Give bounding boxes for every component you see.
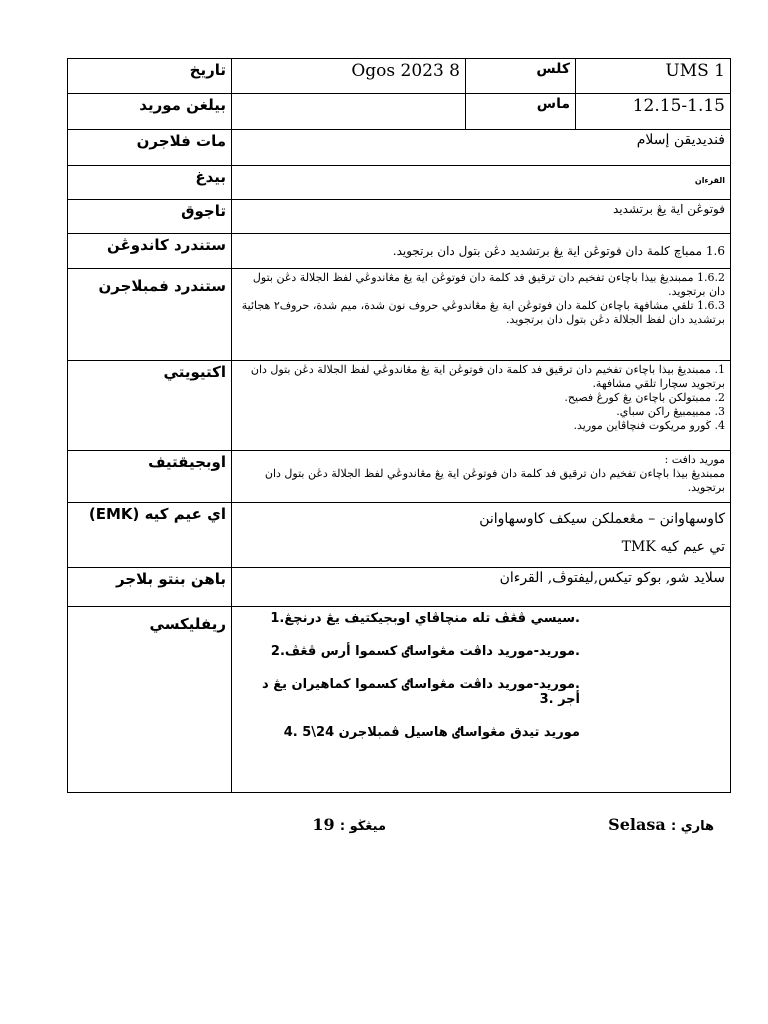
refleksi-item-4: موريد تيدق مڠواساٸ هاسيل ڤمبلاجرن 24\5 .4	[283, 725, 580, 740]
row-tajuk	[68, 200, 731, 234]
masa-value: 12.15-1.15	[576, 94, 731, 130]
standard-kandungan-label: ستندرد كاندوڠن	[68, 234, 232, 269]
refleksi-value	[232, 607, 731, 793]
footer-minggu	[312, 815, 386, 834]
row-emk	[68, 503, 731, 568]
bahan-value: سلايد شو, بوكو تيكس,ليفتوڤ, القرءان	[232, 568, 731, 607]
row-aktiviti	[68, 361, 731, 451]
sp-item-2: 1.6.3 تلقي مشافهة باچاءن كلمة دان فوتوڠن اية يڠ مڠاندوڠي حروف نون شدة، ميم شدة، حروف٢ هجائية برتشديد دان لفظ الجلالة دڠن بتول دان برتجويد.	[241, 299, 725, 326]
aktiviti-item-3: 3. ممبيمبيڠ راكن سباي.	[616, 405, 725, 418]
minggu-value: 19	[312, 815, 335, 834]
bilangan-murid-label: بيلغن موريد	[68, 94, 232, 130]
lesson-plan-table	[67, 58, 731, 793]
row-objektif	[68, 451, 731, 503]
bilangan-murid-value	[232, 94, 466, 130]
row-bahan	[68, 568, 731, 607]
refleksi-label: ريفليكسي	[68, 607, 232, 793]
mata-pelajaran-label: مات فلاجرن	[68, 130, 232, 166]
emk-text: كاوسهاوانن – مڠعملكن سيكف كاوسهاوانن	[479, 511, 725, 527]
minggu-label: ميڠڬو :	[339, 819, 386, 834]
aktiviti-item-2: 2. ممبتولكن باچاءن يڠ كورڠ فصيح.	[564, 391, 725, 404]
refleksi-item-2: .موريد-موريد داڤت مڠواساٸ كسموا أرس ڤڠڤ.2	[270, 644, 580, 659]
objektif-text: ممبندیڠ بيذا باچاءن تفخيم دان ترقيق فد كلمة دان فوتوڠن اية يڠ مڠاندوڠي لفظ الجلالة دڠن بتول دان برتجويد.	[264, 467, 725, 494]
refleksi-item-3: .موريد-موريد داڤت مڠواساٸ كسموا كماهيران يڠ د أجر .3	[262, 677, 580, 707]
standard-pembelajaran-label: ستندرد فمبلاجرن	[68, 269, 232, 361]
kelas-value: UMS 1	[576, 59, 731, 94]
row-standard-pembelajaran	[68, 269, 731, 361]
refleksi-item-1: .سيسي ڤڠڤ تله منچاڤاي اوبجيكتيف يڠ درنچڠ.1	[270, 611, 580, 626]
row-standard-kandungan	[68, 234, 731, 269]
row-bilangan-masa	[68, 94, 731, 130]
aktiviti-item-4: 4. ڬورو مريكوت فنچاڤاين موريد.	[573, 419, 725, 432]
emk-label: اي عيم كيه (EMK)	[68, 503, 232, 568]
tmk-text: تي عيم كيه TMK	[621, 539, 725, 555]
tajuk-value: فوتوڠن اية يڠ برتشديد	[232, 200, 731, 234]
emk-value	[232, 503, 731, 568]
footer-hari	[608, 815, 714, 834]
hari-value: Selasa	[608, 815, 666, 834]
row-tarikh-kelas	[68, 59, 731, 94]
bidang-value: القرءان	[694, 176, 725, 185]
standard-kandungan-value: 1.6 ممباچ كلمة دان فوتوڠن اية يڠ برتشديد دڠن بتول دان برتجويد.	[232, 234, 731, 269]
standard-pembelajaran-value	[232, 269, 731, 361]
sp-item-1: 1.6.2 ممبندیڠ بيذا باچاءن تفخيم دان ترقيق فد كلمة دان فوتوڠن اية يڠ مڠاندوڠي لفظ الجلالة دڠن بتول دان برتجويد.	[252, 271, 725, 298]
kelas-label: كلس	[466, 59, 576, 94]
row-mata-pelajaran	[68, 130, 731, 166]
aktiviti-value	[232, 361, 731, 451]
hari-label: هاري :	[670, 819, 714, 834]
objektif-value	[232, 451, 731, 503]
tarikh-value: Ogos 2023 8	[232, 59, 466, 94]
objektif-label: اوبجيقتيف	[68, 451, 232, 503]
tarikh-label: تاريخ	[68, 59, 232, 94]
row-refleksi	[68, 607, 731, 793]
mata-pelajaran-value: فنديديقن إسلام	[232, 130, 731, 166]
bidang-value-cell	[232, 166, 731, 200]
objektif-intro: موريد دافت :	[664, 453, 725, 466]
aktiviti-label: اكتيويتي	[68, 361, 232, 451]
tajuk-label: تاجوق	[68, 200, 232, 234]
bahan-label: باهن بنتو بلاجر	[68, 568, 232, 607]
bidang-label: بيدغ	[68, 166, 232, 200]
row-bidang	[68, 166, 731, 200]
aktiviti-item-1: 1. ممبندیڠ بيذا باچاءن تفخيم دان ترقيق فد كلمة دان فوتوڠن اية يڠ مڠاندوڠي لفظ الجلالة دڠن بتول دان برتجويد سچارا تلقي مشافهة.	[250, 363, 725, 390]
masa-label: ماس	[466, 94, 576, 130]
